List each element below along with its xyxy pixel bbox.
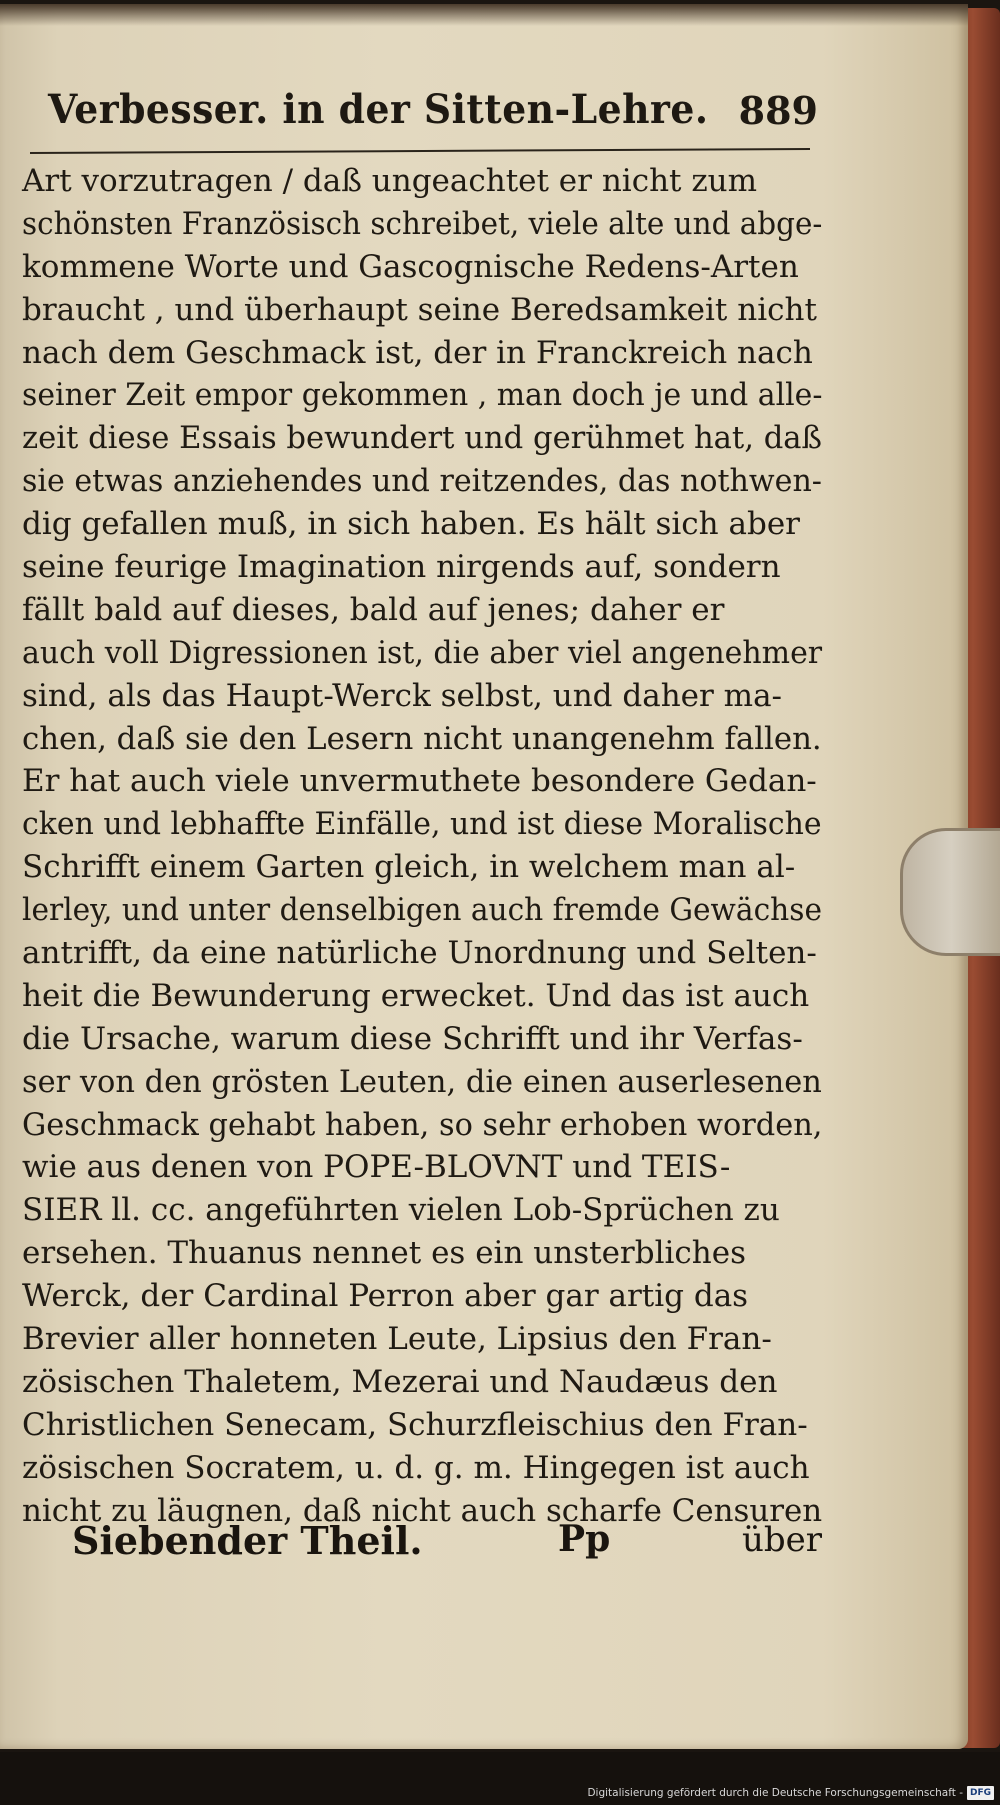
- text-line: braucht , und überhaupt seine Beredsamkeit nicht: [22, 291, 817, 328]
- text-line: schönsten Französisch schreibet, viele alte und abge-: [22, 205, 823, 242]
- text-line: auch voll Digressionen ist, die aber viel angenehmer: [22, 634, 823, 671]
- text-line: ser von den grösten Leuten, die einen auserlesenen: [22, 1063, 822, 1100]
- text-line: sie etwas anziehendes und reitzendes, das nothwen-: [22, 463, 822, 500]
- sheet-mark: Pp: [558, 1518, 611, 1560]
- page-footer: [72, 1518, 822, 1568]
- text-line: nicht zu läugnen, daß nicht auch scharfe Censuren: [22, 1492, 823, 1529]
- body-text: [22, 160, 822, 1533]
- page-top-shadow: [0, 4, 968, 26]
- credit-text: Digitalisierung gefördert durch die Deutsche Forschungsgemeinschaft -: [587, 1787, 963, 1799]
- text-line: antrifft, da eine natürliche Unordnung und Selten-: [22, 935, 817, 972]
- text-line: ersehen. Thuanus nennet es ein unsterbliches: [22, 1235, 746, 1272]
- text-line: Er hat auch viele unvermuthete besondere Gedan-: [22, 763, 817, 800]
- running-head: Verbesser. in der Sitten-Lehre.: [48, 86, 709, 133]
- text-line: seiner Zeit empor gekommen , man doch je und alle-: [22, 377, 823, 414]
- text-line: wie aus denen von POPE-BLOVNT und TEIS-: [22, 1149, 731, 1186]
- digitization-credit: [587, 1784, 994, 1802]
- text-line: zösischen Socratem, u. d. g. m. Hingegen ist auch: [22, 1449, 810, 1486]
- text-line: Brevier aller honneten Leute, Lipsius den Fran-: [22, 1321, 772, 1358]
- text-line: seine feurige Imagination nirgends auf, sondern: [22, 549, 781, 586]
- text-line: zeit diese Essais bewundert und gerühmet hat, daß: [22, 420, 823, 457]
- text-line: chen, daß sie den Lesern nicht unangenehm fallen.: [22, 720, 822, 757]
- page-number: 889: [738, 88, 818, 133]
- text-line: fällt bald auf dieses, bald auf jenes; daher er: [22, 591, 725, 628]
- signature-line: Siebender Theil.: [72, 1518, 423, 1563]
- text-line: heit die Bewunderung erwecket. Und das ist auch: [22, 977, 810, 1014]
- text-line: lerley, und unter denselbigen auch fremde Gewächse: [22, 892, 823, 929]
- text-line: dig gefallen muß, in sich haben. Es hält sich aber: [22, 506, 800, 543]
- text-line: Schrifft einem Garten gleich, in welchem man al-: [22, 849, 796, 886]
- text-line: nach dem Geschmack ist, der in Franckreich nach: [22, 334, 813, 371]
- text-line: SIER ll. cc. angeführten vielen Lob-Sprüchen zu: [22, 1192, 780, 1229]
- text-line: Art vorzutragen / daß ungeachtet er nicht zum: [22, 163, 758, 199]
- page-clip: [900, 828, 1000, 956]
- text-line: Werck, der Cardinal Perron aber gar artig das: [22, 1278, 749, 1315]
- dfg-logo: DFG: [967, 1786, 994, 1800]
- text-line: kommene Worte und Gascognische Redens-Arten: [22, 248, 799, 285]
- text-line: cken und lebhaffte Einfälle, und ist diese Moralische: [22, 806, 822, 843]
- text-line: die Ursache, warum diese Schrifft und ihr Verfas-: [22, 1020, 803, 1057]
- page-header: [48, 86, 818, 146]
- text-line: Geschmack gehabt haben, so sehr erhoben worden,: [22, 1106, 823, 1143]
- text-line: zösischen Thaletem, Mezerai und Naudæus den: [22, 1363, 778, 1400]
- text-line: sind, als das Haupt-Werck selbst, und daher ma-: [22, 677, 783, 714]
- text-line: Christlichen Senecam, Schurzfleischius den Fran-: [22, 1406, 808, 1443]
- catchword: über: [741, 1520, 822, 1560]
